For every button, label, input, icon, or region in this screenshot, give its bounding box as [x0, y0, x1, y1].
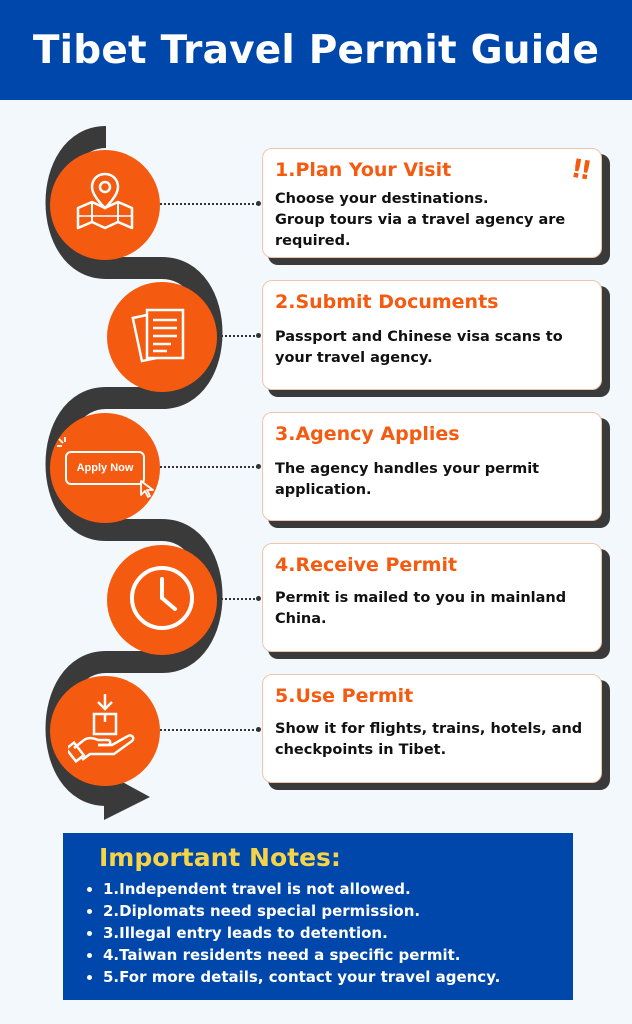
package-hand-icon	[68, 692, 142, 770]
step-3-title: 3.Agency Applies	[275, 423, 460, 445]
list-item: • 2.Diplomats need special permission.	[103, 900, 573, 922]
step-4-icon-circle	[107, 545, 217, 655]
step-2-connector-dot	[256, 333, 261, 338]
clock-icon	[127, 563, 197, 637]
page-title: Tibet Travel Permit Guide	[32, 27, 600, 73]
important-notes-box	[63, 833, 573, 1000]
step-3-description: The agency handles your permit application.	[275, 461, 540, 498]
click-rays-icon	[57, 437, 71, 449]
step-1-description: Choose your destinations. Group tours via a travel agency are required.	[275, 191, 566, 249]
step-4-description: Permit is mailed to you in mainland China.	[275, 590, 567, 627]
step-5-connector-dot	[256, 727, 261, 732]
step-4-connector	[217, 598, 259, 600]
apply-now-button-graphic: Apply Now	[65, 451, 145, 485]
step-4-title: 4.Receive Permit	[275, 554, 458, 576]
cursor-icon	[139, 479, 157, 499]
step-4-connector-dot	[256, 596, 261, 601]
step-1-connector	[160, 203, 258, 205]
step-2-title: 2.Submit Documents	[275, 291, 499, 313]
step-5-description: Show it for flights, trains, hotels, and checkpoints in Tibet.	[275, 721, 583, 758]
documents-icon	[127, 300, 197, 374]
apply-now-icon	[65, 451, 145, 485]
step-3-card	[262, 412, 602, 521]
step-2-card	[262, 280, 602, 390]
notes-list	[89, 878, 573, 988]
step-3-connector	[160, 466, 258, 468]
step-5-card	[262, 674, 602, 783]
list-item: • 3.Illegal entry leads to detention.	[103, 922, 573, 944]
step-2-connector	[217, 335, 259, 337]
notes-title: Important Notes:	[99, 843, 341, 872]
step-2-description: Passport and Chinese visa scans to your travel agency.	[275, 329, 563, 366]
list-item: • 1.Independent travel is not allowed.	[103, 878, 573, 900]
step-3-connector-dot	[256, 464, 261, 469]
step-1-icon-circle	[50, 150, 160, 260]
step-1-connector-dot	[256, 201, 261, 206]
step-1-card	[262, 148, 602, 258]
step-4-card	[262, 543, 602, 652]
step-3-icon-circle	[50, 413, 160, 523]
exclamation-icon: !!	[568, 153, 592, 187]
step-2-icon-circle	[107, 282, 217, 392]
step-5-title: 5.Use Permit	[275, 685, 414, 707]
list-item: • 4.Taiwan residents need a specific permit.	[103, 944, 573, 966]
step-1-title: 1.Plan Your Visit	[275, 159, 452, 181]
step-5-connector	[160, 729, 258, 731]
step-5-icon-circle	[50, 676, 160, 786]
map-pin-icon	[70, 168, 140, 242]
list-item: • 5.For more details, contact your travel agency.	[103, 966, 573, 988]
